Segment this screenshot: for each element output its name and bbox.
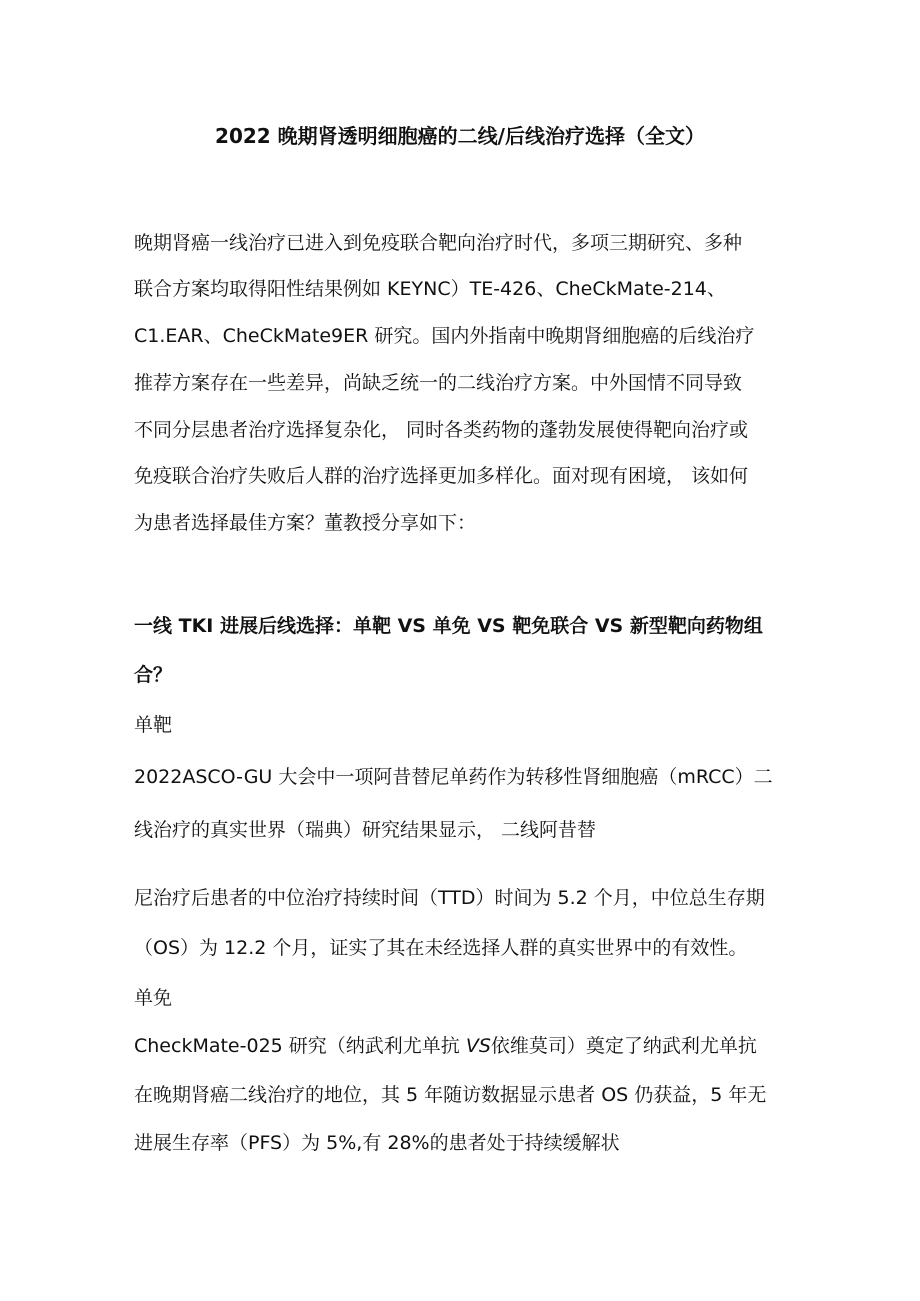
single-immuno-line-1-pre: CheckMate-025 研究（纳武利尤单抗 xyxy=(134,1035,466,1057)
single-immuno-line-1-post: 依维莫司）奠定了纳武利尤单抗 xyxy=(490,1035,757,1057)
subheading-single-target: 单靶 xyxy=(134,714,173,736)
intro-line-4: 推荐方案存在一些差异，尚缺乏统一的二线治疗方案。中外国情不同导致 xyxy=(134,372,743,394)
single-immuno-line-1 xyxy=(134,1032,757,1060)
intro-line-5: 不同分层患者治疗选择复杂化， 同时各类药物的蓬勃发展使得靶向治疗或 xyxy=(134,419,749,441)
section-heading-line-2: 合？ xyxy=(134,664,173,686)
single-immuno-line-1-vs: VS xyxy=(465,1035,491,1057)
intro-line-7: 为患者选择最佳方案？董教授分享如下： xyxy=(134,512,477,534)
intro-line-3: C1.EAR、CheCkMate9ER 研究。国内外指南中晚期肾细胞癌的后线治疗 xyxy=(134,325,755,347)
document-title: 2022 晚期肾透明细胞癌的二线/后线治疗选择（全文） xyxy=(215,124,705,148)
single-target-line-3: 尼治疗后患者的中位治疗持续时间（TTD）时间为 5.2 个月，中位总生存期 xyxy=(134,887,765,909)
intro-line-1: 晚期肾癌一线治疗已进入到免疫联合靶向治疗时代，多项三期研究、多种 xyxy=(134,232,743,254)
subheading-single-immuno: 单免 xyxy=(134,987,173,1009)
single-immuno-line-3: 进展生存率（PFS）为 5%,有 28%的患者处于持续缓解状 xyxy=(134,1132,620,1154)
single-target-line-4: （OS）为 12.2 个月，证实了其在未经选择人群的真实世界中的有效性。 xyxy=(134,937,748,959)
section-heading-line-1: 一线 TKI 进展后线选择：单靶 VS 单免 VS 靶免联合 VS 新型靶向药物组 xyxy=(134,615,763,637)
intro-line-2: 联合方案均取得阳性结果例如 KEYNC）TE-426、CheCkMate-214、 xyxy=(134,278,726,300)
single-target-line-2: 线治疗的真实世界（瑞典）研究结果显示， 二线阿昔替 xyxy=(134,819,597,841)
intro-line-6: 免疫联合治疗失败后人群的治疗选择更加多样化。面对现有困境， 该如何 xyxy=(134,465,749,487)
single-immuno-line-2: 在晚期肾癌二线治疗的地位，其 5 年随访数据显示患者 OS 仍获益，5 年无 xyxy=(134,1084,767,1106)
single-target-line-1: 2022ASCO-GU 大会中一项阿昔替尼单药作为转移性肾细胞癌（mRCC）二 xyxy=(134,766,773,788)
